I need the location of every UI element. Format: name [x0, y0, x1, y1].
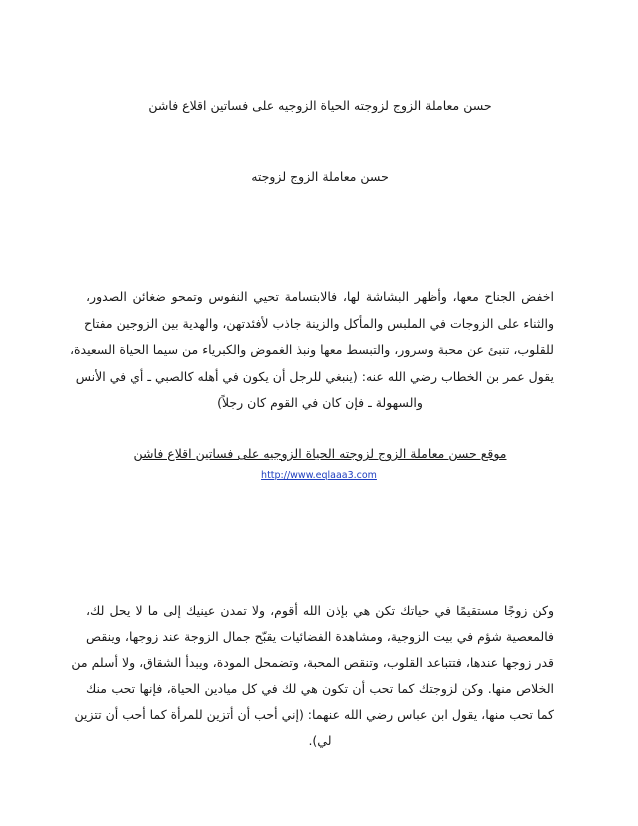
paragraph-line: لي).: [308, 733, 332, 748]
site-url-link[interactable]: http://www.eqlaaa3.com: [261, 470, 377, 481]
paragraph-line: للقلوب، تنبئ عن محبة وسرور، والتبسط معها ونبذ الغموض والكبرياء من سيما الحياة السعيدة،: [69, 342, 554, 357]
paragraph-line: فالمعصية شؤم في بيت الزوجية، ومشاهدة الفضائيات يقبّح جمال الزوجة عند زوجها، وينقص: [86, 629, 554, 644]
paragraph-line: كما تحب منها، يقول ابن عباس رضي الله عنهما: (إني أحب أن أتزين للمرأة كما أحب أن تتزين: [74, 707, 554, 722]
paragraph-line: والثناء على الزوجات في الملبس والمأكل والزينة جاذب لأفئدتهن، والهدية بين الزوجين مفتاح: [83, 315, 554, 331]
paragraph-line: يقول عمر بن الخطاب رضي الله عنه: (ينبغي للرجل أن يكون في أهله كالصبي ـ أي في الأنس: [75, 368, 554, 384]
section-heading: حسن معاملة الزوج لزوجته: [251, 169, 389, 184]
paragraph-1: [69, 284, 554, 417]
site-link-label[interactable]: موقع حسن معاملة الزوج لزوجته الحياة الزوجيه على فساتين اقلاع فاشن: [133, 446, 507, 461]
paragraph-2: [71, 598, 554, 754]
document-title: حسن معاملة الزوج لزوجته الحياة الزوجيه على فساتين اقلاع فاشن: [148, 98, 492, 113]
paragraph-line: اخفض الجناح معها، وأظهر البشاشة لها، فالابتسامة تحيي النفوس وتمحو ضغائن الصدور،: [86, 289, 554, 304]
paragraph-line: الخلاص منها. وكن لزوجتك كما تحب أن تكون هي لك في كل ميادين الحياة، فإنها تحب منك: [86, 681, 554, 696]
paragraph-line: وكن زوجًا مستقيمًا في حياتك تكن هي بإذن الله أقوم، ولا تمدن عينيك إلى ما لا يحل لك،: [86, 603, 554, 618]
paragraph-line: قدر زوجها عندها، فتتباعد القلوب، وتنقص المحبة، وتضمحل المودة، ويبدأ الشقاق، ولا أسلم من: [71, 655, 554, 670]
paragraph-line: والسهولة ـ فإن كان في القوم كان رجلاً): [217, 395, 423, 410]
